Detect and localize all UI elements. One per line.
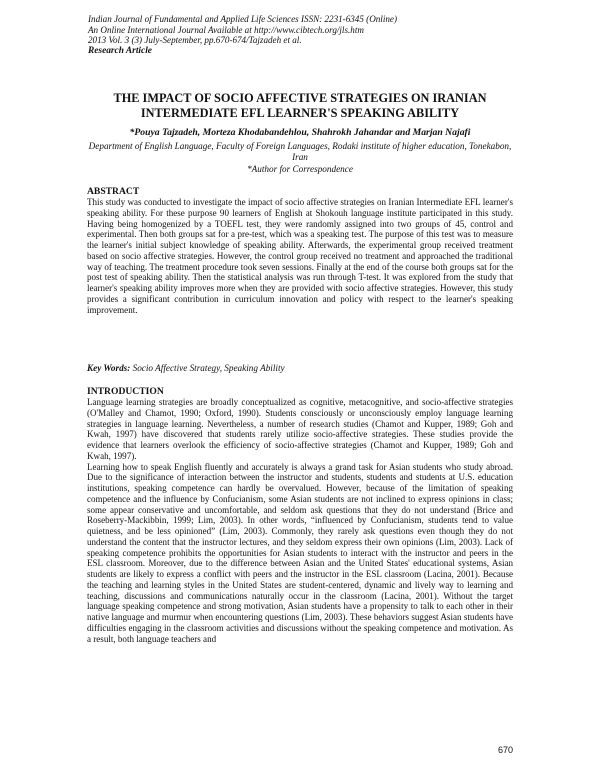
abstract-heading: ABSTRACT [87, 186, 140, 197]
keywords [87, 363, 285, 373]
keywords-label: Key Words: [87, 363, 131, 373]
affiliation: Department of English Language, Faculty of Foreign Languages, Rodaki institute of higher education, Tonekabon, Iran [88, 141, 512, 163]
introduction-heading: INTRODUCTION [87, 386, 164, 397]
paper-title [60, 91, 540, 120]
article-type: Research Article [88, 45, 152, 56]
introduction-paragraph: Language learning strategies are broadly conceptualized as cognitive, metacognitive, and socio-affective strategies (O'Malley and Chamot, 1990; Oxford, 1990). Students consciously or unconsciously employ language learning strategies in language learning. Nevertheless, a number of research studies (Chamot and Kupper, 1989; Goh and Kwah, 1997) have discovered that students rarely utilize socio-affective strategies. These studies provide the evidence that learners overlook the efficiency of socio-affective strategies (Chamot and Kupper, 1989; Goh and Kwah, 1997). [87, 397, 513, 461]
availability-line: An Online International Journal Available at http://www.cibtech.org/jls.htm [88, 24, 364, 35]
title-line: INTERMEDIATE EFL LEARNER'S SPEAKING ABILITY [140, 105, 460, 120]
introduction-paragraph: Learning how to speak English fluently and accurately is always a grand task for Asian students who study abroad. Due to the significance of interaction between the instructor and students, students and students at U.S. education institutions, speaking competence can hardly be overvalued. However, because of the limitation of speaking competence and the influence by Confucianism, some Asian students are not inclined to express opinions in class; some appear conservative and uncomfortable, and seldom ask questions that they do not understand (Brice and Roseberry-Mackibbin, 1999; Lim, 2003). In other words, “influenced by Confucianism, students tend to value quietness, and be less opinioned” (Lim, 2003). Commonly, they rarely ask questions even though they do not understand the content that the instructor lectures, and they seldom express their own opinions (Lim, 2003). Lack of speaking competence prohibits the opportunities for Asian students to interact with the instructor and peers in the ESL classroom. Moreover, due to the difference between Asian and the United States' educational systems, Asian students are likely to express a conflict with peers and the instructor in the ESL classroom (Lacina, 2001). Because the teaching and learning styles in the United States are student-centered, dynamic and lively way to learning and teaching, discussions and communications naturally occur in the classroom (Lacina, 2001). Without the target language speaking competence and strong motivation, Asian students have a propensity to talk to each other in their native language and murmur when encountering questions (Lim, 2003). These behaviors suggest Asian students have difficulties engaging in the classroom activities and discussions without the speaking competence and motivation. As a result, both language teachers and [87, 461, 513, 644]
journal-header [88, 14, 528, 56]
abstract-text: This study was conducted to investigate the impact of socio affective strategies on Iranian Intermediate EFL learner's speaking ability. For these purpose 90 learners of English at Shokouh language institute participated in this study. Having being homogenized by a TOEFL test, they were randomly assigned into two groups of 45, control and experimental. Then both groups sat for a pre-test, which was a speaking test. The purpose of this test was to measure the learner's initial subject knowledge of speaking ability. Afterwards, the experimental group received treatment based on socio affective strategies. However, the control group received no treatment and approached the traditional way of teaching. The treatment procedure took seven sessions. Finally at the end of the course both groups sat for the post test of speaking ability. Then the statistical analysis was run through T-test. It was explored from the study that learner's speaking ability improves more when they are provided with socio affective strategies. However, this study provides a significant contribution in curriculum innovation and policy with respect to the learner's speaking improvement. [87, 197, 513, 315]
keywords-value: Socio Affective Strategy, Speaking Ability [132, 363, 285, 373]
authors: *Pouya Tajzadeh, Morteza Khodabandehlou, Shahrokh Jahandar and Marjan Najafi [129, 127, 471, 138]
affiliation-block [80, 141, 520, 175]
correspondence-note: *Author for Correspondence [247, 163, 353, 174]
title-line: THE IMPACT OF SOCIO AFFECTIVE STRATEGIES ON IRANIAN [113, 91, 487, 105]
page-number: 670 [497, 745, 513, 755]
issue-line: 2013 Vol. 3 (3) July-September, pp.670-674/Tajzadeh et al. [88, 35, 302, 46]
introduction-body [87, 397, 513, 644]
journal-line: Indian Journal of Fundamental and Applied Life Sciences ISSN: 2231-6345 (Online) [88, 14, 397, 24]
